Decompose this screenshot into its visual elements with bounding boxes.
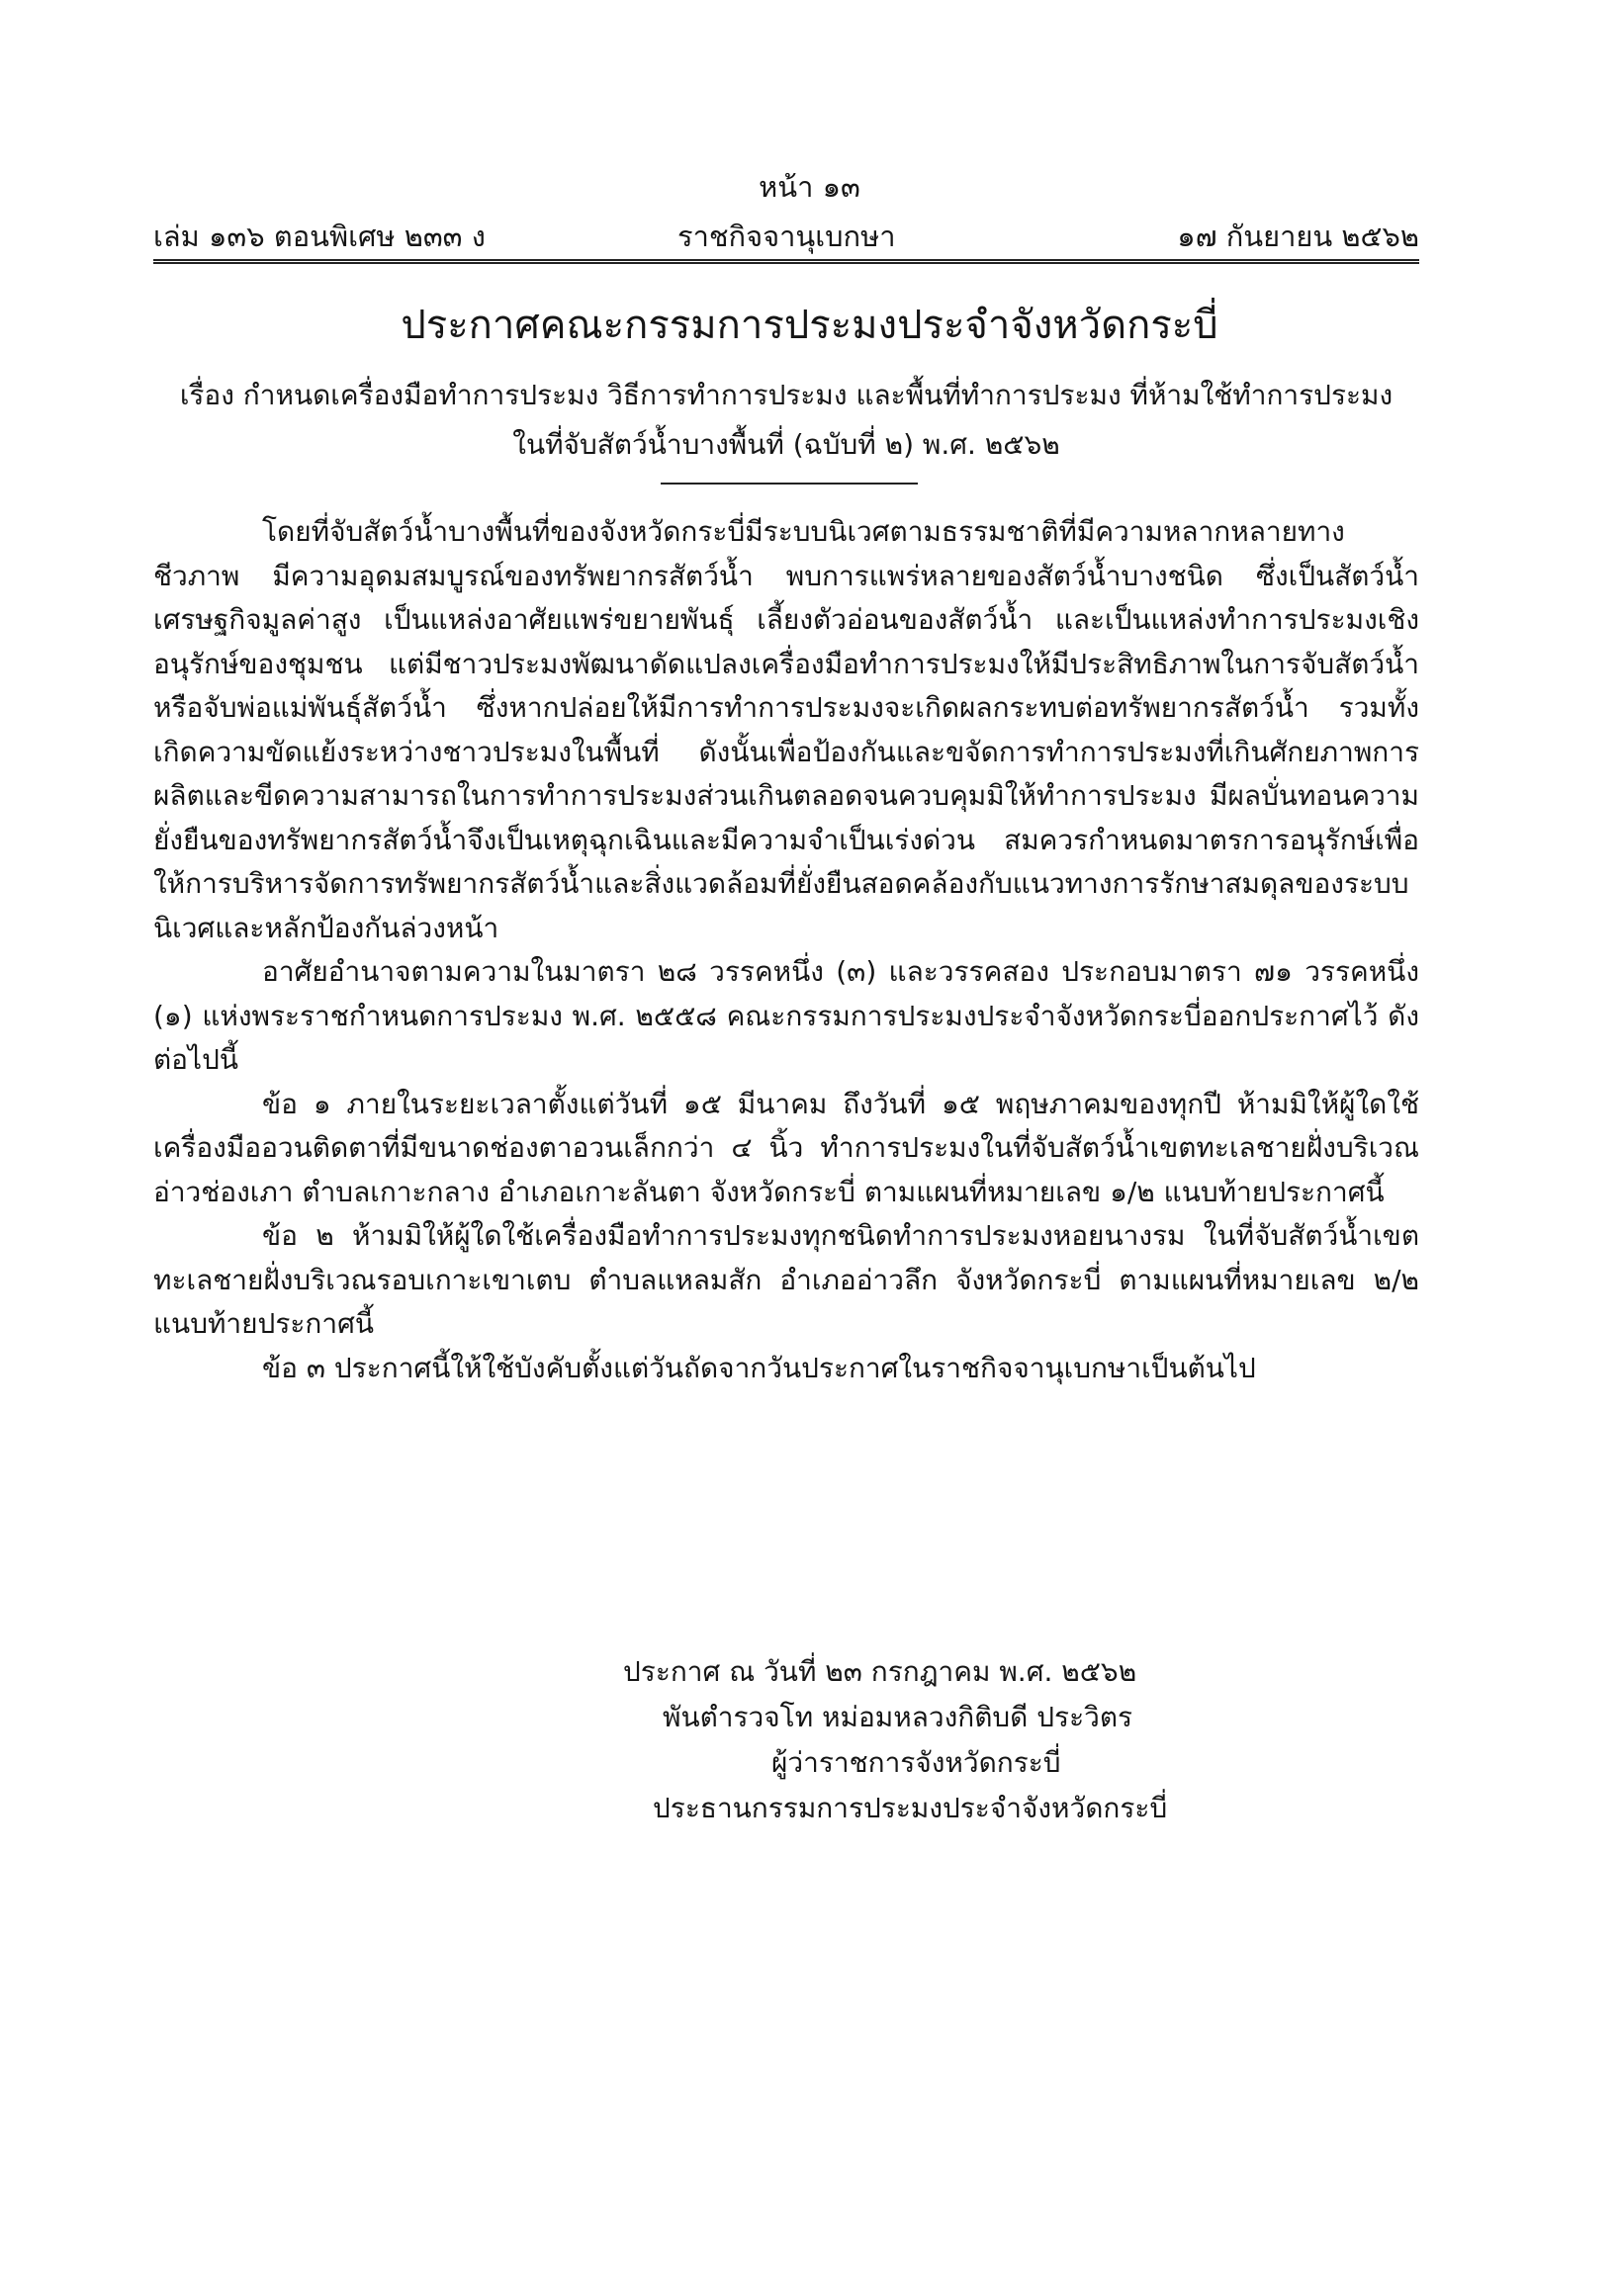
announcement-body: [153, 510, 1419, 1390]
signer-position: ผู้ว่าราชการจังหวัดกระบี่: [771, 1746, 1061, 1779]
signer-committee-position: ประธานกรรมการประมงประจำจังหวัดกระบี่: [653, 1792, 1168, 1824]
announcement-title: ประกาศคณะกรรมการประมงประจำจังหวัดกระบี่: [401, 303, 1218, 348]
announcement-date: ประกาศ ณ วันที่ ๒๓ กรกฎาคม พ.ศ. ๒๕๖๒: [623, 1655, 1137, 1688]
clause-2: ข้อ ๒ ห้ามมิให้ผู้ใดใช้เครื่องมือทำการประมงทุกชนิดทำการประมงหอยนางรม ในที่จับสัตว์น้ำเขตทะเลชายฝั่งบริเวณรอบเกาะเขาเตบ ตำบลแหลมสัก อำเภออ่าวลึก จังหวัดกระบี่ ตามแผนที่หมายเลข ๒/๒ แนบท้ายประกาศนี้: [153, 1219, 1419, 1340]
signature-block: [554, 1649, 1365, 1831]
signer-name: พันตำรวจโท หม่อมหลวงกิติบดี ประวิตร: [663, 1701, 1133, 1733]
page-number: หน้า ๑๓: [759, 170, 860, 204]
authority-paragraph: อาศัยอำนาจตามความในมาตรา ๒๘ วรรคหนึ่ง (๓) และวรรคสอง ประกอบมาตรา ๗๑ วรรคหนึ่ง (๑) แห่งพระราชกำหนดการประมง พ.ศ. ๒๕๕๘ คณะกรรมการประมงประจำจังหวัดกระบี่ออกประกาศไว้ ดังต่อไปนี้: [153, 955, 1419, 1076]
volume-issue: เล่ม ๑๓๖ ตอนพิเศษ ๒๓๓ ง: [153, 220, 486, 253]
gazette-date: ๑๗ กันยายน ๒๕๖๒: [1177, 220, 1419, 253]
subject-line: เรื่อง กำหนดเครื่องมือทำการประมง วิธีการทำการประมง และพื้นที่ทำการประมง ที่ห้ามใช้ทำการประมง: [179, 379, 1394, 411]
preamble-paragraph: โดยที่จับสัตว์น้ำบางพื้นที่ของจังหวัดกระบี่มีระบบนิเวศตามธรรมชาติที่มีความหลากหลายทางชีวภาพ มีความอุดมสมบูรณ์ของทรัพยากรสัตว์น้ำ พบการแพร่หลายของสัตว์น้ำบางชนิด ซึ่งเป็นสัตว์น้ำเศรษฐกิจมูลค่าสูง เป็นแหล่งอาศัยแพร่ขยายพันธุ์ เลี้ยงตัวอ่อนของสัตว์น้ำ และเป็นแหล่งทำการประมงเชิงอนุรักษ์ของชุมชน แต่มีชาวประมงพัฒนาดัดแปลงเครื่องมือทำการประมงให้มีประสิทธิภาพในการจับสัตว์น้ำ หรือจับพ่อแม่พันธุ์สัตว์น้ำ ซึ่งหากปล่อยให้มีการทำการประมงจะเกิดผลกระทบต่อทรัพยากรสัตว์น้ำ รวมทั้งเกิดความขัดแย้งระหว่างชาวประมงในพื้นที่ ดังนั้นเพื่อป้องกันและขจัดการทำการประมงที่เกินศักยภาพการผลิตและขีดความสามารถในการทำการประมงส่วนเกินตลอดจนควบคุมมิให้ทำการประมง มีผลบั่นทอนความยั่งยืนของทรัพยากรสัตว์น้ำจึงเป็นเหตุฉุกเฉินและมีความจำเป็นเร่งด่วน สมควรกำหนดมาตรการอนุรักษ์เพื่อให้การบริหารจัดการทรัพยากรสัตว์น้ำและสิ่งแวดล้อมที่ยั่งยืนสอดคล้องกับแนวทางการรักษาสมดุลของระบบนิเวศและหลักป้องกันล่วงหน้า: [153, 515, 1419, 944]
title-divider: [661, 483, 918, 485]
clause-3: ข้อ ๓ ประกาศนี้ให้ใช้บังคับตั้งแต่วันถัดจากวันประกาศในราชกิจจานุเบกษาเป็นต้นไป: [262, 1351, 1256, 1384]
clause-1: ข้อ ๑ ภายในระยะเวลาตั้งแต่วันที่ ๑๕ มีนาคม ถึงวันที่ ๑๕ พฤษภาคมของทุกปี ห้ามมิให้ผู้ใดใช้เครื่องมืออวนติดตาที่มีขนาดช่องตาอวนเล็กกว่า ๔ นิ้ว ทำการประมงในที่จับสัตว์น้ำเขตทะเลชายฝั่งบริเวณอ่าวช่องเภา ตำบลเกาะกลาง อำเภอเกาะลันตา จังหวัดกระบี่ ตามแผนที่หมายเลข ๑/๒ แนบท้ายประกาศนี้: [153, 1087, 1419, 1208]
subject-line: ในที่จับสัตว์น้ำบางพื้นที่ (ฉบับที่ ๒) พ.ศ. ๒๕๖๒: [512, 428, 1060, 461]
header-divider: [153, 259, 1419, 264]
announcement-subject: [148, 371, 1424, 470]
gazette-name: ราชกิจจานุเบกษา: [677, 220, 896, 253]
